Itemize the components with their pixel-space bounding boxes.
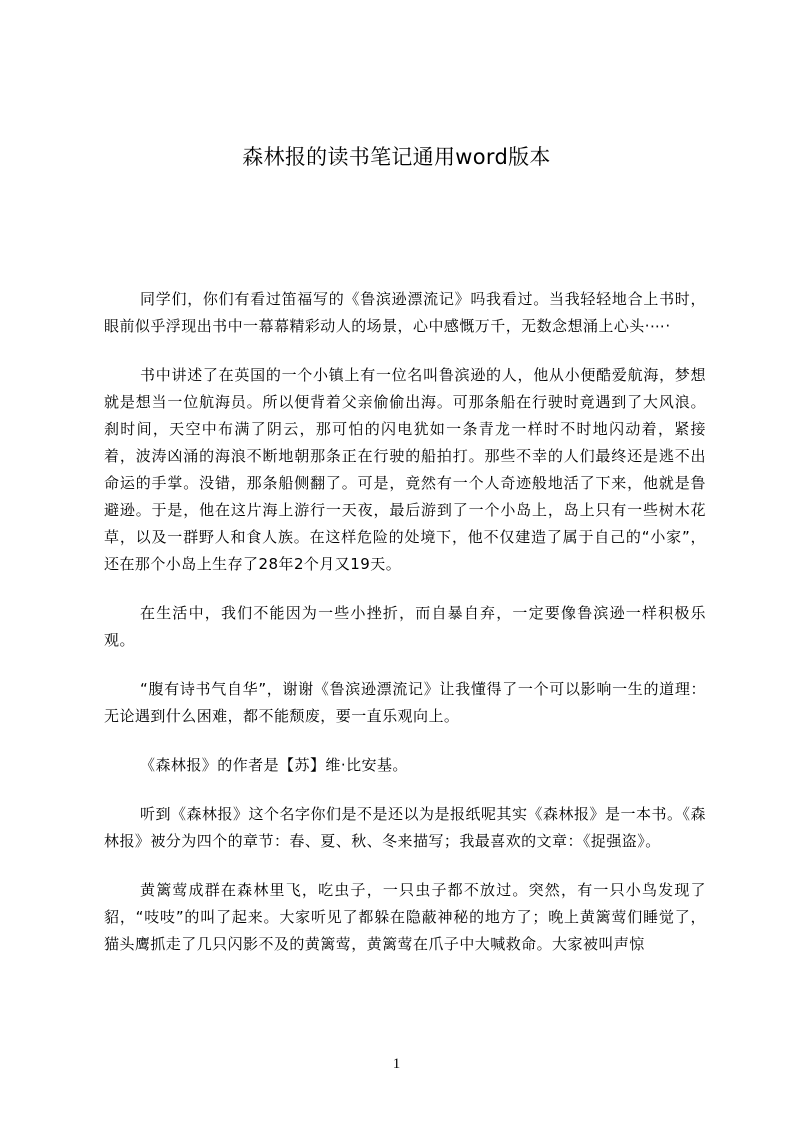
page-number: 1 xyxy=(392,1056,401,1072)
paragraph-1: 同学们，你们有看过笛福写的《鲁滨逊漂流记》吗我看过。当我轻轻地合上书时，眼前似乎浮现出书中一幕幕精彩动人的场景，心中感慨万千，无数念想涌上心头·⋯· xyxy=(104,290,706,335)
paragraph-7: 黄篱莺成群在森林里飞，吃虫子，一只虫子都不放过。突然，有一只小鸟发现了貂，“吱吱”的叫了起来。大家听见了都躲在隐蔽神秘的地方了；晚上黄篱莺们睡觉了，猫头鹰抓走了几只闪影不及的黄篱莺，黄篱莺在爪子中大喊救命。大家被叫声惊 xyxy=(104,881,706,953)
paragraph-2: 书中讲述了在英国的一个小镇上有一位名叫鲁滨逊的人，他从小便酷爱航海，梦想就是想当一位航海员。所以便背着父亲偷偷出海。可那条船在行驶时竟遇到了大风浪。刹时间，天空中布满了阴云，那可怕的闪电犹如一条青龙一样时不时地闪动着，紧接着，波涛凶涌的海浪不断地朝那条正在行驶的船拍打。那些不幸的人们最终还是逃不出命运的手掌。没错，那条船侧翻了。可是，竟然有一个人奇迹般地活了下来，他就是鲁避逊。于是，他在这片海上游行一天夜，最后游到了一个小岛上，岛上只有一些树木花草，以及一群野人和食人族。在这样危险的处境下，他不仅建造了属于自己的“小家”，还在那个小岛上生存了28年2个月又19天。 xyxy=(104,366,706,573)
paragraph-4: “腹有诗书气自华”，谢谢《鲁滨逊漂流记》让我懂得了一个可以影响一生的道理：无论遇到什么困难，都不能颓废，要一直乐观向上。 xyxy=(104,680,706,725)
paragraph-6: 听到《森林报》这个名字你们是不是还以为是报纸呢其实《森林报》是一本书。《森林报》被分为四个的章节：春、夏、秋、冬来描写；我最喜欢的文章：《捉强盗》。 xyxy=(104,805,706,850)
document-title: 森林报的读书笔记通用word版本 xyxy=(242,145,551,169)
paragraph-5: 《森林报》的作者是【苏】维·比安基。 xyxy=(140,756,408,774)
document-body xyxy=(104,286,706,980)
paragraph-3: 在生活中，我们不能因为一些小挫折，而自暴自弃，一定要像鲁滨逊一样积极乐观。 xyxy=(104,604,706,649)
